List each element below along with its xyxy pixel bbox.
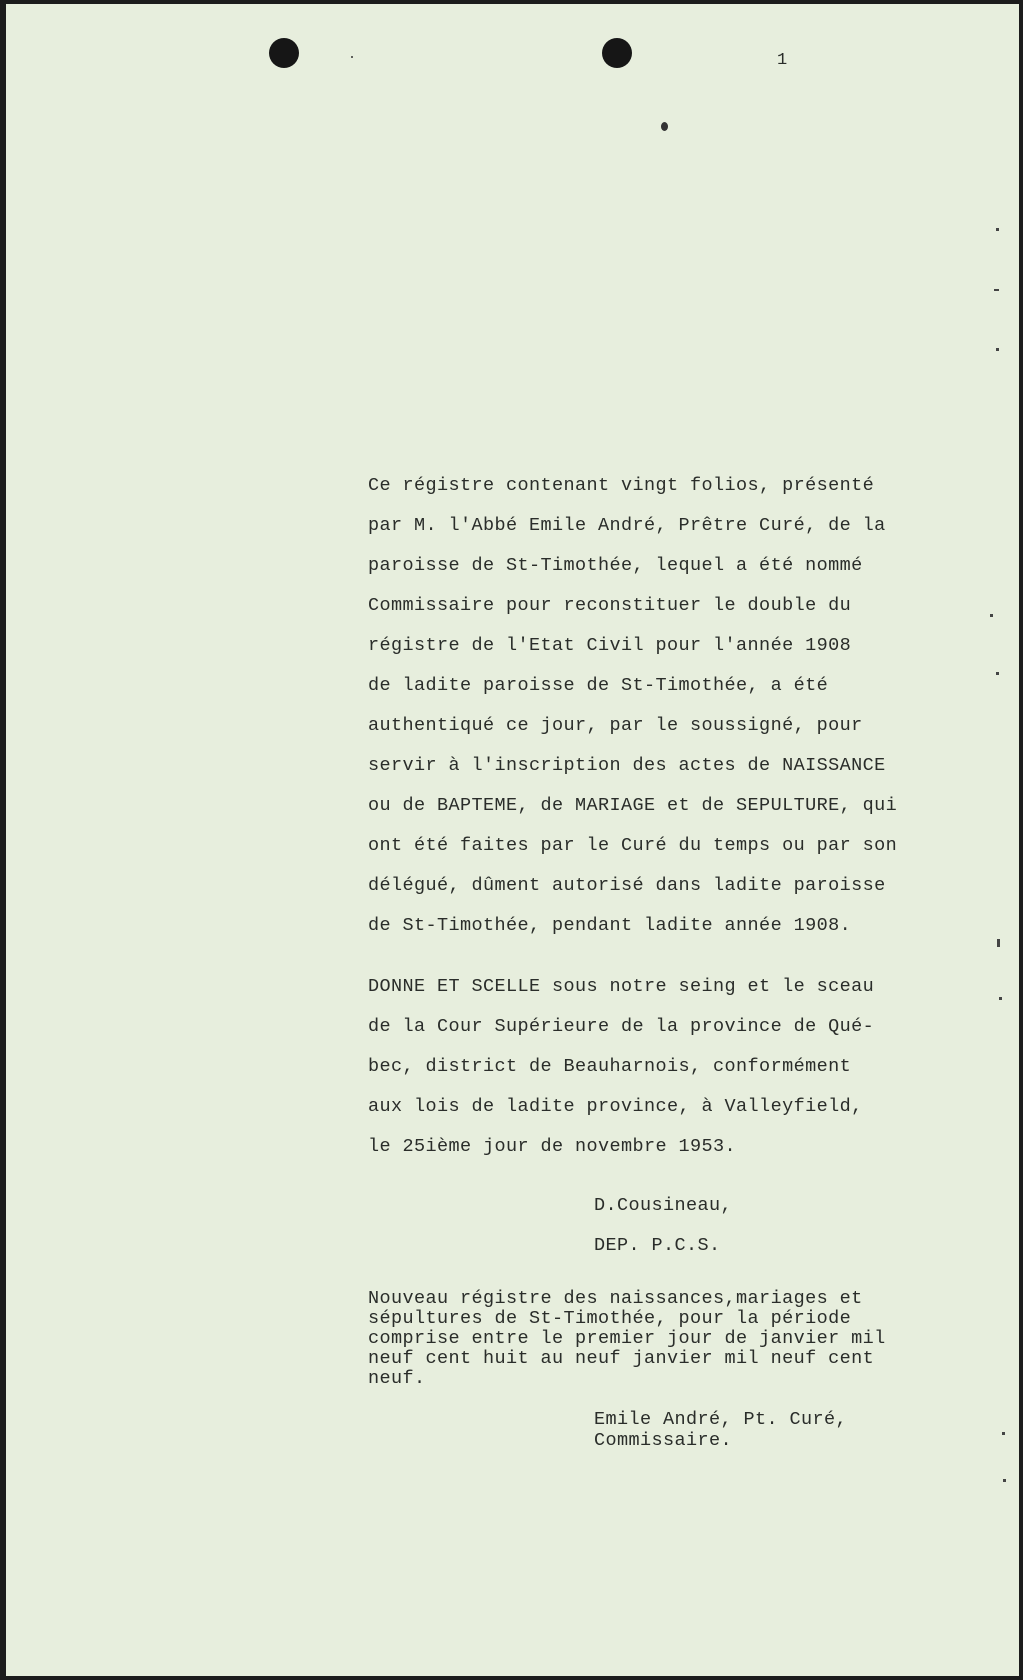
text-line: servir à l'inscription des actes de NAISSANCE [368, 755, 886, 776]
commissioner-name: Emile André, Pt. Curé, [594, 1409, 848, 1430]
edge-mark [996, 228, 999, 231]
register-note [368, 1289, 886, 1389]
text-line: aux lois de ladite province, à Valleyfield, [368, 1096, 863, 1117]
text-line: Ce régistre contenant vingt folios, présenté [368, 475, 875, 496]
text-line: ont été faites par le Curé du temps ou par son [368, 835, 898, 856]
text-line: le 25ième jour de novembre 1953. [368, 1136, 737, 1157]
text-line: comprise entre le premier jour de janvier mil [368, 1328, 886, 1349]
text-line: Commissaire pour reconstituer le double du [368, 595, 852, 616]
edge-mark [999, 997, 1002, 1000]
text-line: neuf. [368, 1368, 426, 1389]
signatory-title: DEP. P.C.S. [594, 1235, 721, 1256]
page-number: 1 [777, 51, 788, 70]
edge-mark [1002, 1432, 1005, 1435]
edge-mark [1003, 1479, 1006, 1482]
edge-mark [996, 672, 999, 675]
text-line: régistre de l'Etat Civil pour l'année 1908 [368, 635, 852, 656]
authentication-paragraph [368, 466, 928, 946]
text-line: Nouveau régistre des naissances,mariages et [368, 1288, 863, 1309]
edge-mark [994, 289, 999, 291]
commissioner-title: Commissaire. [594, 1430, 733, 1451]
text-line: ou de BAPTEME, de MARIAGE et de SEPULTURE, qui [368, 795, 898, 816]
text-line: de la Cour Supérieure de la province de Qué- [368, 1016, 875, 1037]
text-line: par M. l'Abbé Emile André, Prêtre Curé, de la [368, 515, 886, 536]
signature-block [594, 1186, 732, 1266]
ink-speck [661, 122, 668, 131]
text-line: de St-Timothée, pendant ladite année 1908. [368, 915, 852, 936]
text-line: sépultures de St-Timothée, pour la période [368, 1308, 852, 1329]
document-page [6, 4, 1019, 1676]
seal-paragraph [368, 967, 874, 1167]
edge-mark [990, 614, 993, 617]
edge-mark [996, 348, 999, 351]
signatory-name: D.Cousineau, [594, 1195, 733, 1216]
text-line: délégué, dûment autorisé dans ladite paroisse [368, 875, 886, 896]
ink-speck [351, 56, 353, 58]
commissioner-block [594, 1409, 847, 1451]
text-line: paroisse de St-Timothée, lequel a été nommé [368, 555, 863, 576]
text-line: authentiqué ce jour, par le soussigné, pour [368, 715, 863, 736]
edge-mark [997, 939, 1000, 947]
text-line: neuf cent huit au neuf janvier mil neuf cent [368, 1348, 875, 1369]
binder-hole-middle [602, 38, 632, 68]
text-line: DONNE ET SCELLE sous notre seing et le sceau [368, 976, 875, 997]
text-line: bec, district de Beauharnois, conformément [368, 1056, 852, 1077]
binder-hole-left [269, 38, 299, 68]
text-line: de ladite paroisse de St-Timothée, a été [368, 675, 829, 696]
